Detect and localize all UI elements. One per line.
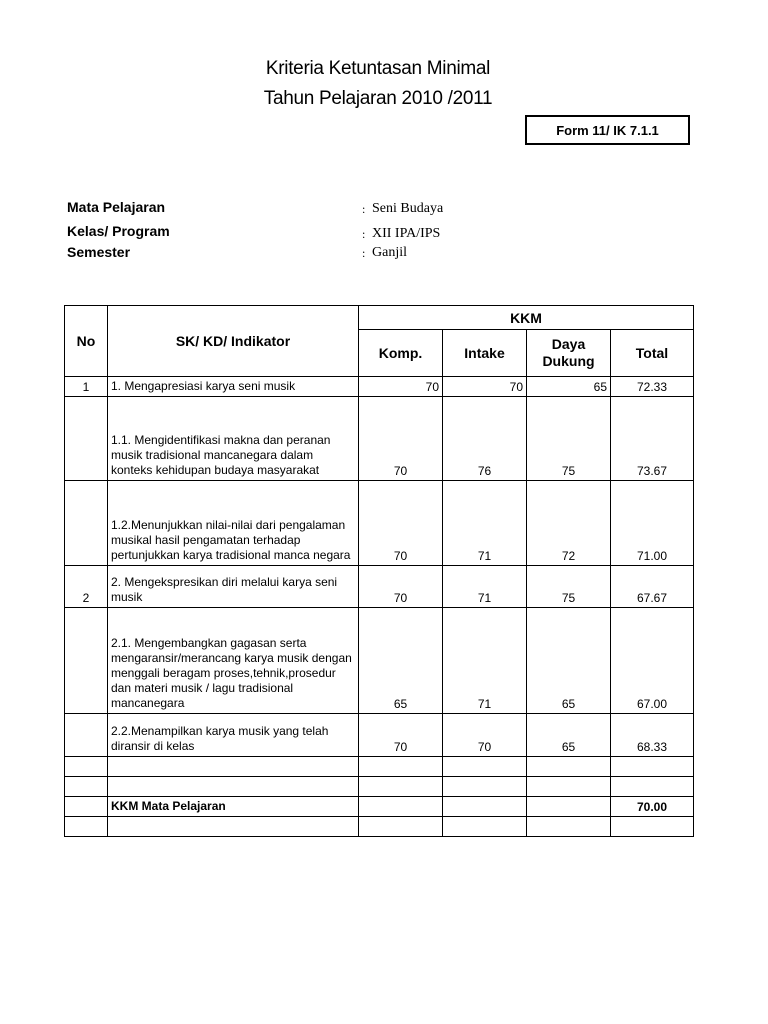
meta-colon: : <box>362 227 366 241</box>
form-code-box: Form 11/ IK 7.1.1 <box>525 115 690 145</box>
meta-value-mata-pelajaran: Seni Budaya <box>372 201 444 216</box>
cell-intake: 71 <box>443 566 527 608</box>
table-row <box>65 714 694 757</box>
cell-daya: 65 <box>527 608 611 714</box>
meta-value-kelas-program: XII IPA/IPS <box>372 226 441 241</box>
cell-daya: 75 <box>527 566 611 608</box>
meta-label-kelas-program: Kelas/ Program <box>67 223 170 239</box>
table-row-summary <box>65 797 694 817</box>
kkm-table <box>64 305 694 837</box>
cell-komp: 70 <box>359 377 443 397</box>
meta-label-semester: Semester <box>67 244 131 260</box>
cell-no <box>65 608 108 714</box>
page-title-line2: Tahun Pelajaran 2010 /2011 <box>263 88 493 109</box>
header-intake: Intake <box>443 330 527 377</box>
cell-sk: 2. Mengekspresikan diri melalui karya seni musik <box>108 566 359 608</box>
cell-total: 68.33 <box>611 714 694 757</box>
cell-total: 67.00 <box>611 608 694 714</box>
table-row-empty <box>65 757 694 777</box>
cell-daya: 65 <box>527 714 611 757</box>
cell-sk: 2.2.Menampilkan karya musik yang telah diransir di kelas <box>108 714 359 757</box>
cell-daya: 75 <box>527 397 611 481</box>
cell-no <box>65 481 108 566</box>
meta-colon: : <box>362 246 366 260</box>
cell-intake: 70 <box>443 377 527 397</box>
table-row <box>65 397 694 481</box>
cell-no <box>65 714 108 757</box>
cell-intake: 76 <box>443 397 527 481</box>
cell-sk: 2.1. Mengembangkan gagasan serta mengaransir/merancang karya musik dengan menggali beragam proses,tehnik,prosedur dan materi musik / lagu tradisional mancanegara <box>108 608 359 714</box>
cell-sk: 1. Mengapresiasi karya seni musik <box>108 377 359 397</box>
meta-label-mata-pelajaran: Mata Pelajaran <box>67 199 166 215</box>
cell-komp: 70 <box>359 397 443 481</box>
cell-komp: 65 <box>359 608 443 714</box>
table-row <box>65 481 694 566</box>
table-row <box>65 608 694 714</box>
header-daya-dukung: Daya Dukung <box>527 330 611 377</box>
cell-sk: 1.1. Mengidentifikasi makna dan peranan musik tradisional mancanegara dalam konteks kehidupan budaya masyarakat <box>108 397 359 481</box>
summary-label: KKM Mata Pelajaran <box>108 797 359 817</box>
header-komp: Komp. <box>359 330 443 377</box>
cell-intake: 71 <box>443 608 527 714</box>
header-total: Total <box>611 330 694 377</box>
cell-total: 73.67 <box>611 397 694 481</box>
cell-no <box>65 397 108 481</box>
cell-intake: 70 <box>443 714 527 757</box>
cell-total: 72.33 <box>611 377 694 397</box>
table-row-empty <box>65 817 694 837</box>
cell-intake: 71 <box>443 481 527 566</box>
cell-no: 1 <box>65 377 108 397</box>
cell-komp: 70 <box>359 714 443 757</box>
cell-komp: 70 <box>359 566 443 608</box>
cell-total: 67.67 <box>611 566 694 608</box>
summary-total: 70.00 <box>611 797 694 817</box>
cell-komp: 70 <box>359 481 443 566</box>
table-row <box>65 566 694 608</box>
table-row-empty <box>65 777 694 797</box>
cell-daya: 65 <box>527 377 611 397</box>
cell-no: 2 <box>65 566 108 608</box>
header-kkm: KKM <box>359 306 694 330</box>
cell-total: 71.00 <box>611 481 694 566</box>
header-no: No <box>65 306 108 377</box>
table-row <box>65 377 694 397</box>
cell-sk: 1.2.Menunjukkan nilai-nilai dari pengalaman musikal hasil pengamatan terhadap pertunjukkan karya tradisional manca negara <box>108 481 359 566</box>
meta-value-semester: Ganjil <box>372 245 407 260</box>
meta-colon: : <box>362 202 366 216</box>
page-title-line1: Kriteria Ketuntasan Minimal <box>265 58 491 79</box>
header-sk-kd-indikator: SK/ KD/ Indikator <box>108 306 359 377</box>
cell-daya: 72 <box>527 481 611 566</box>
